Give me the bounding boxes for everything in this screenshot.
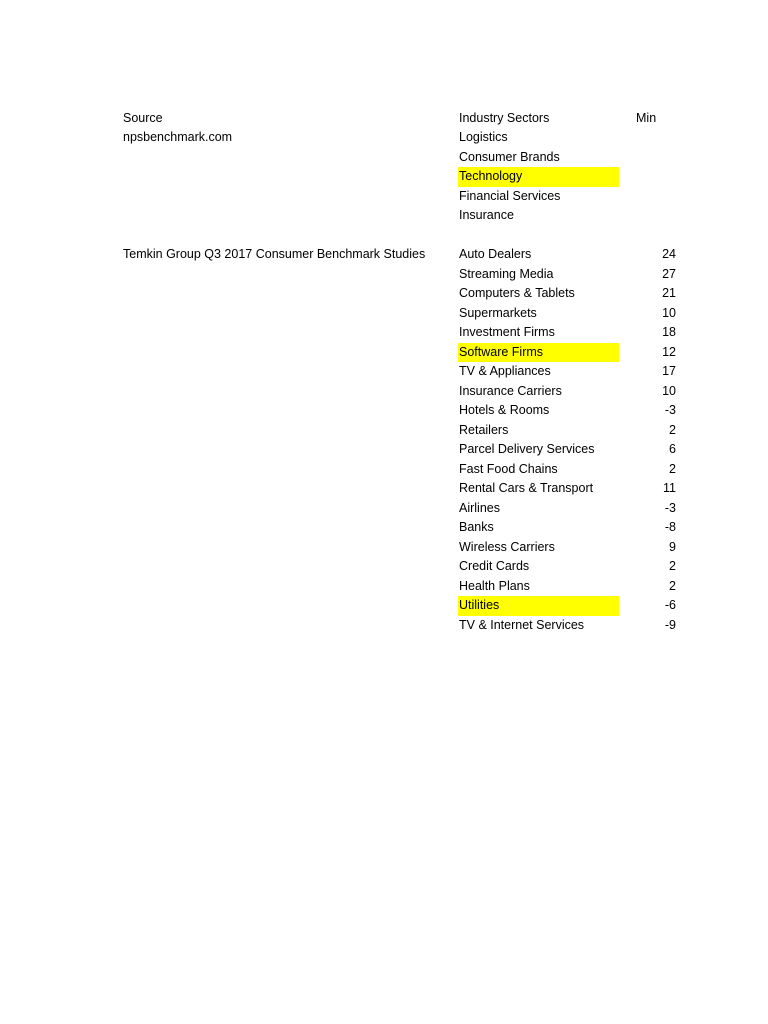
sector-cell: Retailers (459, 422, 509, 437)
sector-cell: Auto Dealers (459, 247, 532, 261)
min-value-cell (618, 167, 676, 187)
min-value-cell: -6 (664, 598, 676, 612)
sector-cell: TV & Appliances (459, 364, 551, 378)
min-value-cell: 11 (663, 481, 676, 495)
sector-cell: Health Plans (459, 578, 530, 593)
min-value-cell: 10 (662, 383, 676, 398)
sector-cell: Wireless Carriers (459, 539, 555, 554)
min-value-cell: 9 (669, 539, 676, 554)
min-value-cell: 2 (669, 461, 676, 476)
min-value-cell: 27 (662, 266, 676, 281)
sector-cell: Logistics (459, 130, 508, 144)
sector-cell-highlighted: Utilities (458, 596, 619, 616)
header-industry-sectors: Industry Sectors (459, 110, 550, 125)
sector-cell: Parcel Delivery Services (459, 442, 595, 456)
min-value-cell: 2 (669, 422, 676, 437)
sector-cell: Streaming Media (459, 266, 554, 281)
source-cell: Temkin Group Q3 2017 Consumer Benchmark Studies (123, 247, 426, 261)
min-value-cell: 6 (669, 442, 676, 456)
sector-cell-highlighted: Technology (458, 167, 619, 187)
sector-cell: Insurance Carriers (459, 383, 562, 398)
min-value-cell: 10 (662, 305, 676, 320)
min-value-cell: -3 (664, 403, 676, 417)
min-value-cell: -3 (664, 500, 676, 515)
sector-cell: Insurance (459, 208, 514, 222)
min-value-cell (618, 128, 676, 148)
source-cell: npsbenchmark.com (123, 130, 233, 144)
sector-cell: Supermarkets (459, 305, 537, 320)
sector-cell: Airlines (459, 500, 500, 515)
min-value-cell: 12 (662, 344, 676, 359)
min-value-cell (618, 187, 676, 207)
sector-cell-highlighted: Software Firms (458, 343, 619, 363)
sector-cell: Investment Firms (459, 325, 555, 339)
min-value-cell: 24 (662, 247, 676, 261)
min-value-cell: 17 (662, 364, 676, 378)
sector-cell: Rental Cars & Transport (459, 481, 594, 495)
sector-cell: Banks (459, 520, 494, 534)
header-min: Min (636, 110, 657, 125)
sector-cell: Consumer Brands (459, 149, 560, 164)
sector-cell: Hotels & Rooms (459, 403, 550, 417)
header-source: Source (123, 110, 163, 125)
min-value-cell (618, 206, 676, 226)
min-value-cell: 18 (662, 325, 676, 339)
min-value-cell: -8 (664, 520, 676, 534)
sector-cell: Financial Services (459, 188, 561, 203)
sector-cell: Computers & Tablets (459, 286, 575, 300)
min-value-cell: 21 (662, 286, 676, 300)
sector-cell: TV & Internet Services (459, 617, 585, 632)
sector-cell: Credit Cards (459, 559, 530, 573)
min-value-cell: 2 (669, 559, 676, 573)
min-value-cell: -9 (664, 617, 676, 632)
min-value-cell (618, 148, 676, 168)
sector-cell: Fast Food Chains (459, 461, 558, 476)
min-value-cell: 2 (669, 578, 676, 593)
